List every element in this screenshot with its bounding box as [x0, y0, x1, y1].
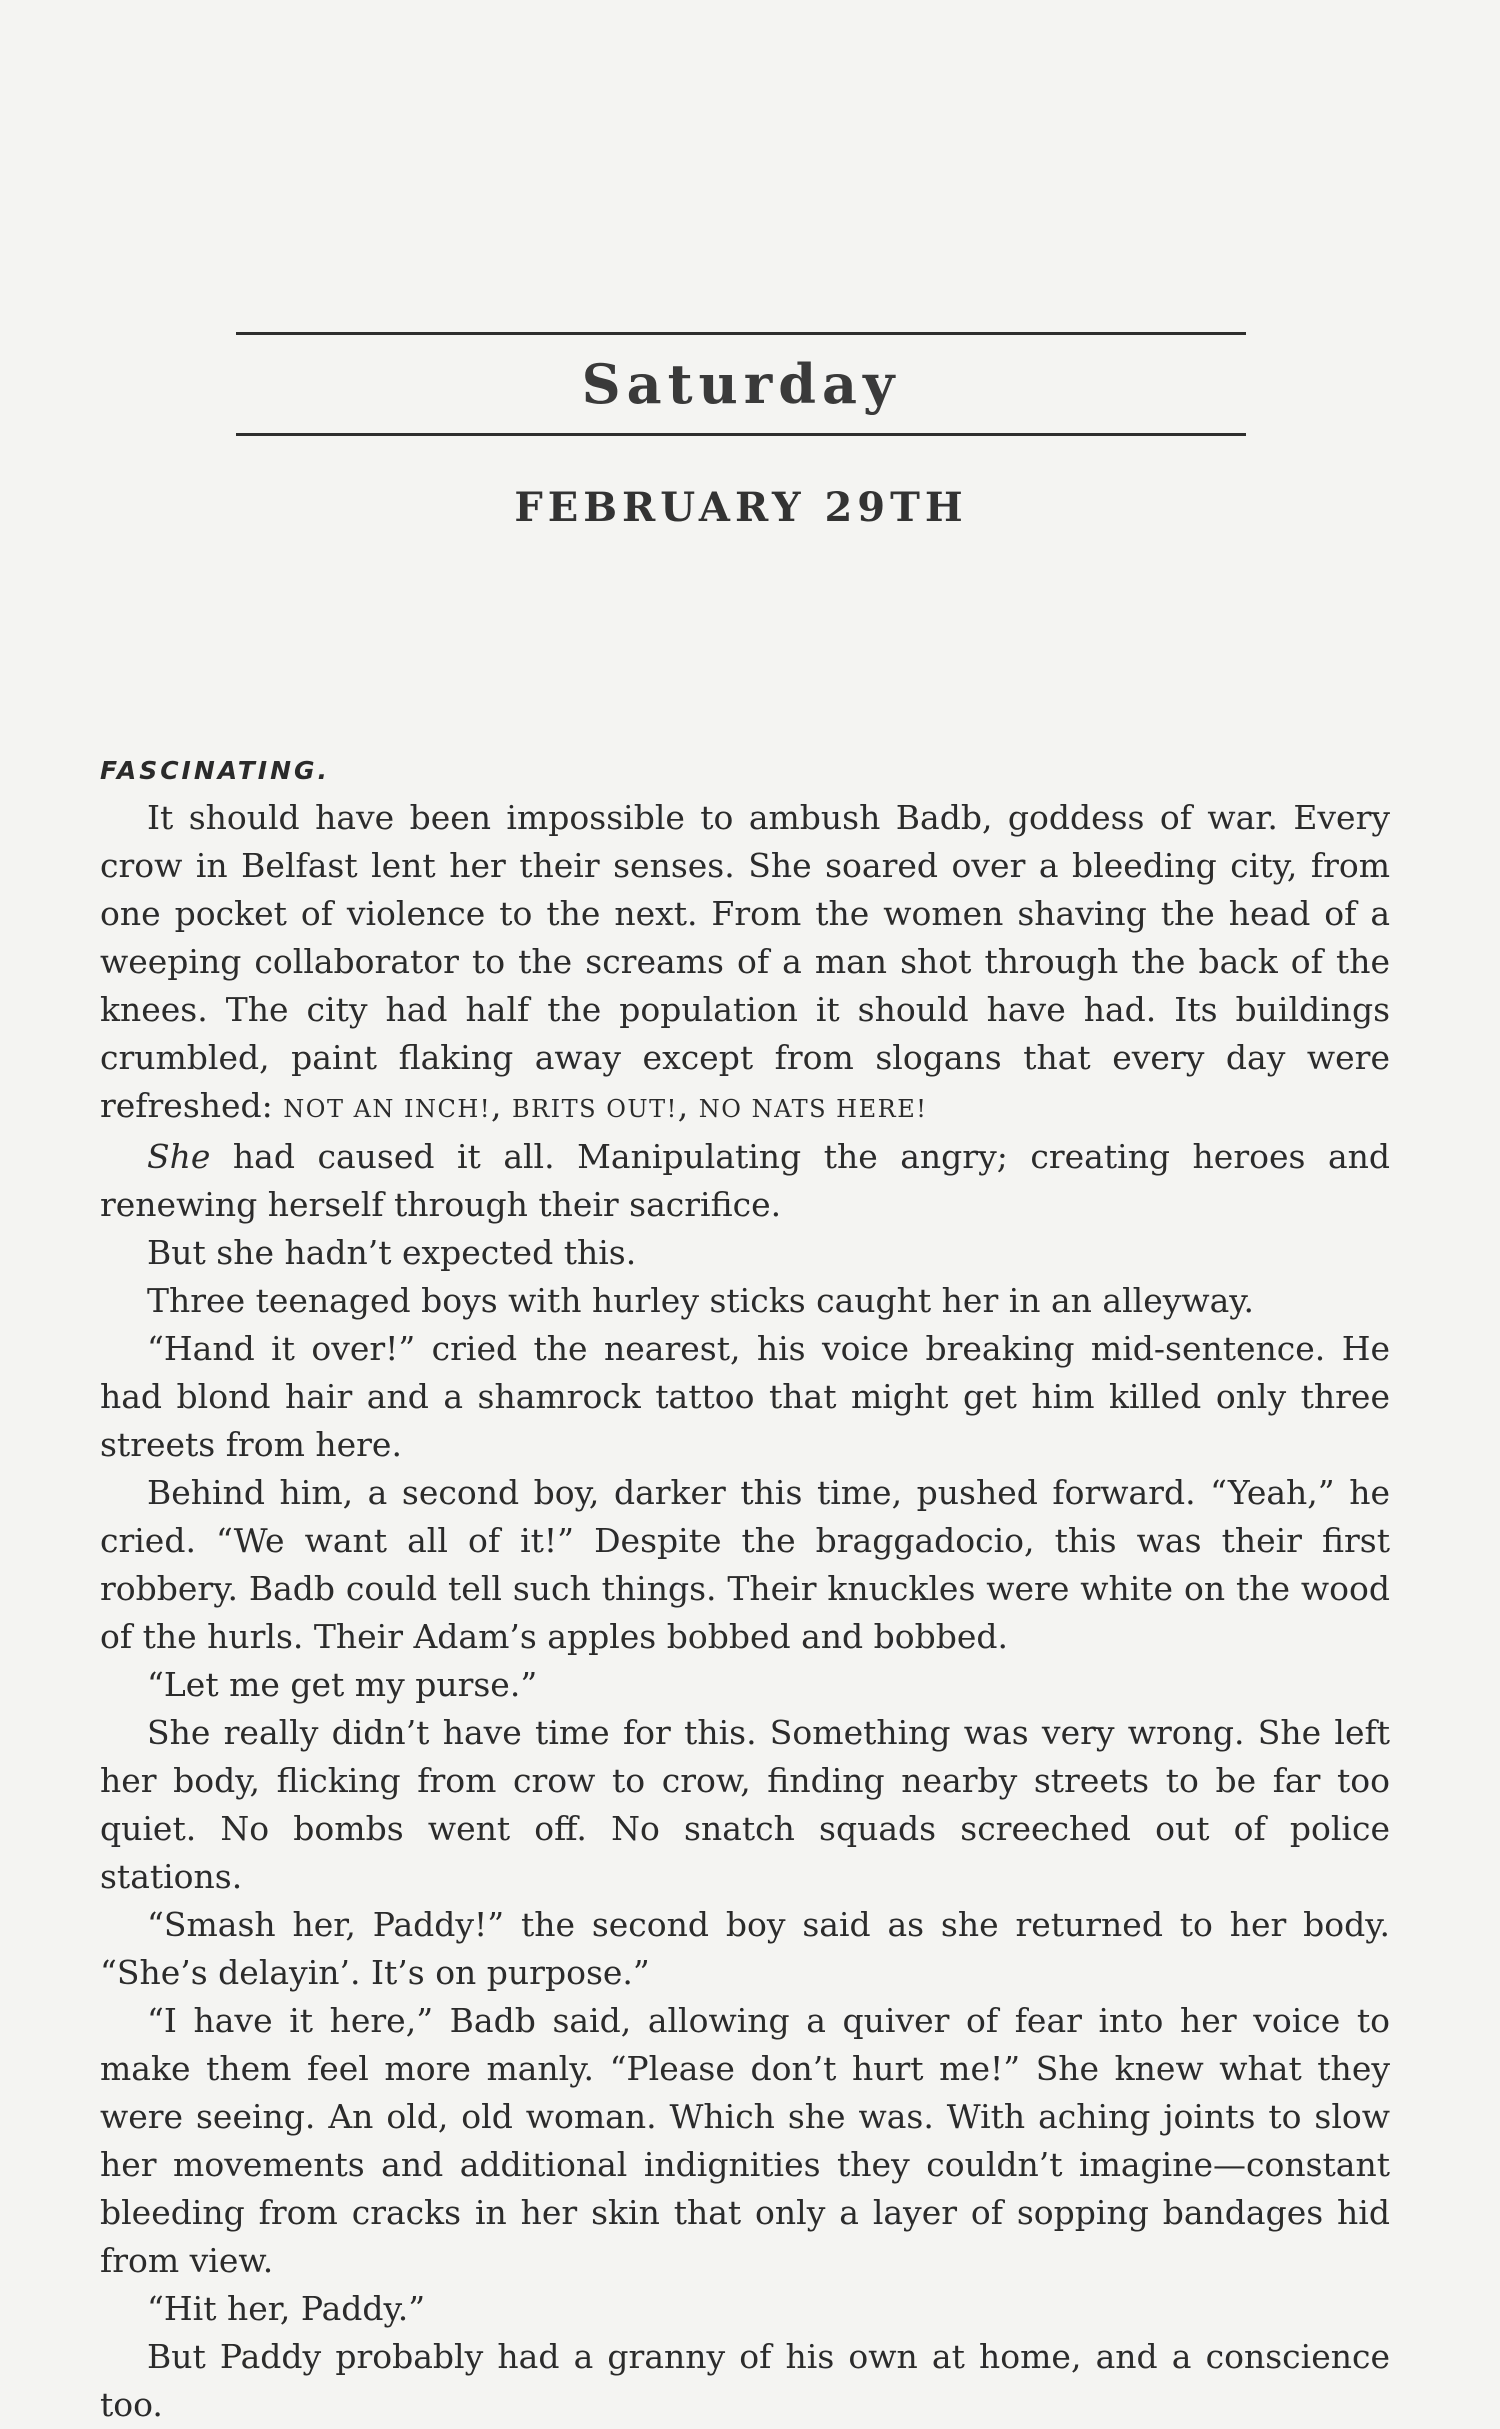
slogan-text: BRITS OUT!: [511, 1095, 678, 1123]
section-opening-word: FASCINATING.: [100, 756, 331, 785]
paragraph-text: had caused it all. Manipulating the angry; creating heroes and renewing herself through their sacrifice.: [100, 1137, 1390, 1224]
paragraph: “I have it here,” Badb said, allowing a quiver of fear into her voice to make them feel more manly. “Please don’t hurt me!” She knew what they were seeing. An old, old woman. Which she was. With aching joints to slow her movements and additional indignities they couldn’t imagine—constant bleeding from cracks in her skin that only a layer of sopping bandages hid from view.: [100, 2001, 1390, 2280]
paragraph: [100, 1133, 1390, 1229]
paragraph: Three teenaged boys with hurley sticks caught her in an alleyway.: [147, 1281, 1255, 1320]
slogan-text: NO NATS HERE!: [698, 1095, 928, 1123]
slogan-text: NOT AN INCH!: [283, 1095, 491, 1123]
body-text: [100, 794, 1390, 2429]
chapter-date-heading: FEBRUARY 29TH: [514, 484, 968, 531]
chapter-top-rule: [236, 332, 1246, 335]
paragraph: “Hit her, Paddy.”: [147, 2289, 426, 2328]
chapter-bottom-rule: [236, 433, 1246, 436]
paragraph: “Smash her, Paddy!” the second boy said as she returned to her body. “She’s delayin’. It’s on purpose.”: [100, 1905, 1390, 1992]
separator-text: ,: [490, 1086, 512, 1125]
paragraph: “Let me get my purse.”: [147, 1665, 538, 1704]
paragraph: She really didn’t have time for this. Something was very wrong. She left her body, flicking from crow to crow, finding nearby streets to be far too quiet. No bombs went off. No snatch squads screeched out of police stations.: [100, 1713, 1390, 1896]
paragraph-text: It should have been impossible to ambush Badb, goddess of war. Every crow in Belfast lent her their senses. She soared over a bleeding city, from one pocket of violence to the next. From the women shaving the head of a weeping collaborator to the screams of a man shot through the back of the knees. The city had half the population it should have had. Its buildings crumbled, paint flaking away except from slogans that every day were refreshed:: [100, 798, 1390, 1125]
chapter-day-heading: Saturday: [581, 352, 901, 416]
emphasis-text: She: [147, 1137, 211, 1176]
paragraph: “Hand it over!” cried the nearest, his voice breaking mid-sentence. He had blond hair and a shamrock tattoo that might get him killed only three streets from here.: [100, 1329, 1390, 1464]
paragraph: Behind him, a second boy, darker this time, pushed forward. “Yeah,” he cried. “We want all of it!” Despite the braggadocio, this was their first robbery. Badb could tell such things. Their knuckles were white on the wood of the hurls. Their Adam’s apples bobbed and bobbed.: [100, 1473, 1390, 1656]
paragraph: But she hadn’t expected this.: [147, 1233, 637, 1272]
paragraph: [100, 794, 1390, 1133]
separator-text: ,: [677, 1086, 699, 1125]
paragraph: But Paddy probably had a granny of his own at home, and a conscience too.: [100, 2337, 1390, 2424]
